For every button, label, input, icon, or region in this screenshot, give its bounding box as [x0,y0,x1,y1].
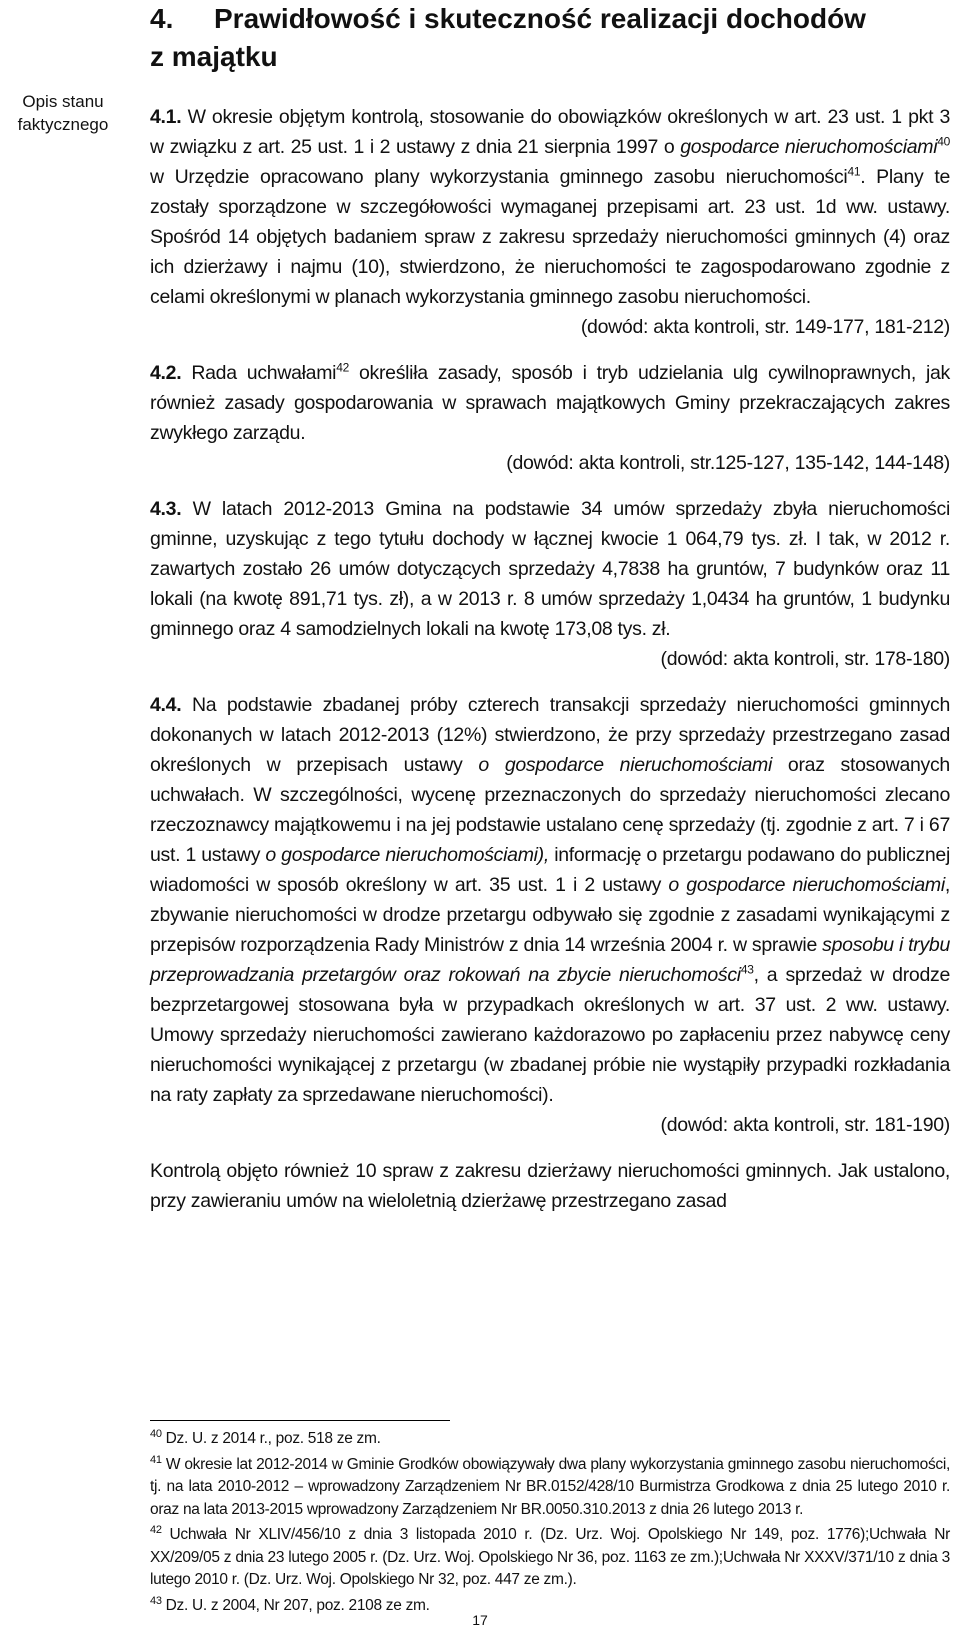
paragraph-list [150,102,950,1140]
page-number: 17 [472,1612,488,1628]
paragraph-text: w Urzędzie opracowano plany wykorzystania gminnego zasobu nieruchomości [150,166,848,188]
footnote-text: W okresie lat 2012-2014 w Gminie Grodków obowiązywały dwa plany wykorzystania gminnego zasobu nieruchomości, tj. na lata 2010-2012 – wprowadzony Zarządzeniem Nr BR.0152/428/10 Burmistrza Grodkowa z dnia 25 lutego 2010 r. oraz na lata 2013-2015 wprowadzony Zarządzeniem Nr BR.0050.310.2013 z dnia 26 lutego 2013 r. [150,1455,950,1518]
paragraph-text: , zbywanie nieruchomości w drodze przetargu odbywało się zgodnie z zasadami wynikającymi z przepisów rozporządzenia Rady Ministrów z dnia 14 września 2004 r. w sprawie [150,874,950,956]
footnote [150,1454,950,1522]
paragraph-number: 4.4. [150,694,182,716]
italic-text: sposobu i trybu przeprowadzania przetargów oraz rokowań na zbycie nieruchomości [150,934,951,986]
footnote-text: Uchwała Nr XLIV/456/10 z dnia 3 listopada 2010 r. (Dz. Urz. Woj. Opolskiego Nr 149, poz. 1776);Uchwała Nr XX/209/05 z dnia 23 lutego 2005 r. (Dz. Urz. Woj. Opolskiego Nr 36, poz. 1163 ze zm.);Uchwała Nr XXXV/371/10 z dnia 3 lutego 2010 r. (Dz. Urz. Woj. Opolskiego Nr 32, poz. 447 ze zm.). [150,1526,950,1588]
paragraph-text: . Plany te zostały sporządzone w szczegółowości wymaganej przepisami art. 23 ust. 1d ww. ustawy. Spośród 14 objętych badaniem spraw z zakresu sprzedaży nieruchomości gminnych (4) oraz ich dzierżawy i najmu (10), stwierdzono, że nieruchomości te zagospodarowano zgodnie z celami określonymi w planach wykorzystania gminnego zasobu nieruchomości. [150,166,950,308]
footnotes [150,1428,950,1620]
footnote-text: Dz. U. z 2014 r., poz. 518 ze zm. [161,1430,381,1447]
margin-note: Opis stanu faktycznego [17,92,109,134]
paragraph [150,690,950,1110]
italic-text: gospodarce nieruchomościami [680,136,938,158]
footnote-number: 43 [150,1594,162,1607]
italic-text: o gospodarce nieruchomościami [478,754,772,776]
paragraph-number: 4.1. [150,106,182,128]
footnote-text: Dz. U. z 2004, Nr 207, poz. 2108 ze zm. [161,1596,430,1614]
evidence-reference: (dowód: akta kontroli, str. 178-180) [660,648,950,670]
evidence-reference: (dowód: akta kontroli, str. 149-177, 181-212) [580,316,950,338]
paragraph-text: W okresie objętym kontrolą, stosowanie do obowiązków określonych w art. 23 ust. 1 pkt 3 w związku z art. 25 ust. 1 i 2 ustawy z dnia 21 sierpnia 1997 o [150,106,950,158]
footnote-ref: 42 [336,360,349,375]
footnote [150,1428,950,1451]
footnote-number: 41 [150,1453,162,1466]
section-title-line1: Prawidłowość i skuteczność realizacji dochodów [214,3,866,34]
footnote-ref: 43 [740,962,754,977]
footnote-number: 42 [150,1523,162,1536]
footnote-ref: 41 [847,164,861,179]
paragraph-number: 4.3. [150,498,182,520]
section-heading [150,0,950,76]
section-number: 4. [150,3,174,34]
paragraph-text: oraz stosowanych uchwałach. W szczególności, wycenę przeznaczonych do sprzedaży nieruchomości zlecano rzeczoznawcy majątkowemu i na jej podstawie ustalano cenę sprzedaży (tj. zgodnie z art. 7 i 67 ust. 1 ustawy [150,754,950,866]
paragraph-text: informację o przetargu podawano do publicznej wiadomości w sposób określony w art. 35 ust. 1 i 2 ustawy [150,844,950,896]
evidence-reference: (dowód: akta kontroli, str. 181-190) [660,1114,950,1136]
footnote-divider [150,1420,450,1421]
paragraph-text: , a sprzedaż w drodze bezprzetargowej stosowana była w przypadkach określonych w art. 37 ust. 2 ww. ustawy. Umowy sprzedaży nieruchomości zawierano każdorazowo po zapłaceniu przez nabywcę ceny nieruchomości wynikającej z przetargu (w zbadanej próbie nie wystąpiły przypadki rozkładania na raty zapłaty za sprzedawane nieruchomości). [150,964,950,1106]
footnote-ref: 40 [937,134,951,149]
paragraph-text: Na podstawie zbadanej próby czterech transakcji sprzedaży nieruchomości gminnych dokonanych w latach 2012-2013 (12%) stwierdzono, że przy sprzedaży przestrzegano zasad określonych w przepisach ustawy [150,694,950,776]
paragraph-text: określiła zasady, sposób i tryb udzielania ulg cywilnoprawnych, jak również zasady gospodarowania w sprawach majątkowych Gminy przekraczających zakres zwykłego zarządu. [150,362,950,444]
main-content [150,0,950,1216]
paragraph [150,102,950,312]
paragraph-text: Rada uchwałami [181,362,337,384]
italic-text: o gospodarce nieruchomościami [668,874,945,896]
paragraph-text: W latach 2012-2013 Gmina na podstawie 34 umów sprzedaży zbyła nieruchomości gminne, uzyskując z tego tytułu dochody w łącznej kwocie 1 064,79 tys. zł. I tak, w 2012 r. zawartych zostało 26 umów dotyczących sprzedaży 4,7838 ha gruntów, 7 budynków oraz 11 lokali (na kwotę 891,71 tys. zł), a w 2013 r. 8 umów sprzedaży 1,0434 ha gruntów, 1 budynku gminnego oraz 4 samodzielnych lokali na kwotę 173,08 tys. zł. [150,498,950,640]
section-title-line2: z majątku [150,41,278,72]
paragraph [150,358,950,448]
evidence-reference: (dowód: akta kontroli, str.125-127, 135-142, 144-148) [506,452,950,474]
paragraph-number: 4.2. [150,362,182,384]
closing-paragraph: Kontrolą objęto również 10 spraw z zakresu dzierżawy nieruchomości gminnych. Jak ustalono, przy zawieraniu umów na wieloletnią dzierżawę przestrzegano zasad [150,1160,950,1212]
footnote [150,1524,950,1592]
paragraph [150,494,950,644]
footnote-number: 40 [150,1427,162,1440]
italic-text: o gospodarce nieruchomościami), [265,844,549,866]
